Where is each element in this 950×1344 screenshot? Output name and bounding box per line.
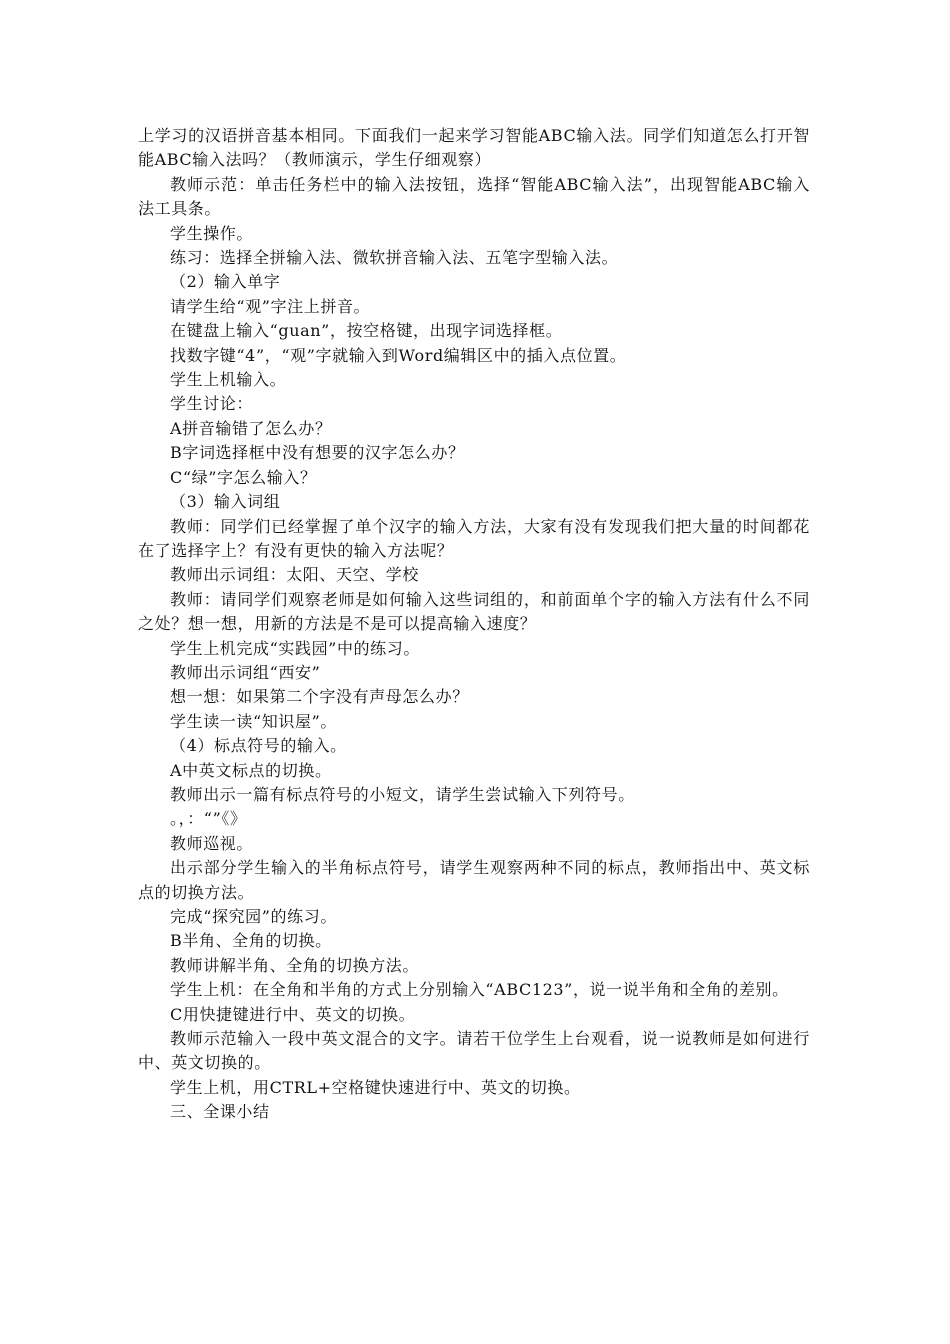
paragraph: 找数字键“4”，“观”字就输入到Word编辑区中的插入点位置。 [170,345,627,365]
paragraph: 在键盘上输入“guan”，按空格键，出现字词选择框。 [170,321,563,341]
paragraph: 教师：请同学们观察老师是如何输入这些词组的，和前面单个字的输入方法有什么不同之处？想一想，用新的方法是不是可以提高输入速度？ [138,589,810,634]
paragraph: 教师示范：单击任务栏中的输入法按钮，选择“智能ABC输入法”，出现智能ABC输入法工具条。 [138,174,810,219]
paragraph: 想一想：如果第二个字没有声母怎么办？ [170,687,469,707]
list-item: A中英文标点的切换。 [170,760,332,780]
document-body [138,124,810,1125]
section-heading: （4）标点符号的输入。 [170,736,347,756]
list-item: C用快捷键进行中、英文的切换。 [170,1004,416,1024]
paragraph: 教师讲解半角、全角的切换方法。 [170,955,420,975]
paragraph: 学生读一读“知识屋”。 [170,711,337,731]
paragraph: 学生上机：在全角和半角的方式上分别输入“ABC123”，说一说半角和全角的差别。 [170,980,789,1000]
paragraph: 练习：选择全拼输入法、微软拼音输入法、五笔字型输入法。 [170,248,619,268]
paragraph: 学生上机完成“实践园”中的练习。 [170,638,420,658]
punctuation-sample: 。，：“”《》 [170,809,247,829]
paragraph: 学生操作。 [170,223,254,243]
paragraph: 教师：同学们已经掌握了单个汉字的输入方法，大家有没有发现我们把大量的时间都花在了选择字上？有没有更快的输入方法呢？ [138,516,810,560]
paragraph: 完成“探究园”的练习。 [170,907,337,926]
paragraph: 出示部分学生输入的半角标点符号，请学生观察两种不同的标点，教师指出中、英文标点的切换方法。 [138,858,810,902]
section-heading: 三、全课小结 [170,1102,270,1122]
list-item: B字词选择框中没有想要的汉字怎么办？ [170,443,465,463]
paragraph: 教师巡视。 [170,833,254,853]
paragraph: 上学习的汉语拼音基本相同。下面我们一起来学习智能ABC输入法。同学们知道怎么打开智能ABC输入法吗？（教师演示，学生仔细观察） [138,126,810,170]
paragraph: 请学生给“观”字注上拼音。 [170,296,371,316]
paragraph: 学生上机，用CTRL+空格键快速进行中、英文的切换。 [170,1077,581,1097]
paragraph: 教师出示一篇有标点符号的小短文，请学生尝试输入下列符号。 [170,784,635,804]
paragraph: 教师出示词组：太阳、天空、学校 [170,565,420,585]
list-item: C“绿”字怎么输入？ [170,467,317,487]
paragraph: 教师示范输入一段中英文混合的文字。请若干位学生上台观看，说一说教师是如何进行中、英文切换的。 [138,1029,810,1073]
section-heading: （2）输入单字 [170,272,281,292]
paragraph: 学生讨论： [170,394,254,414]
list-item: A拼音输错了怎么办？ [170,418,332,438]
list-item: B半角、全角的切换。 [170,931,332,951]
paragraph: 教师出示词组“西安” [170,662,321,682]
paragraph: 学生上机输入。 [170,370,287,390]
section-heading: （3）输入词组 [170,492,281,512]
